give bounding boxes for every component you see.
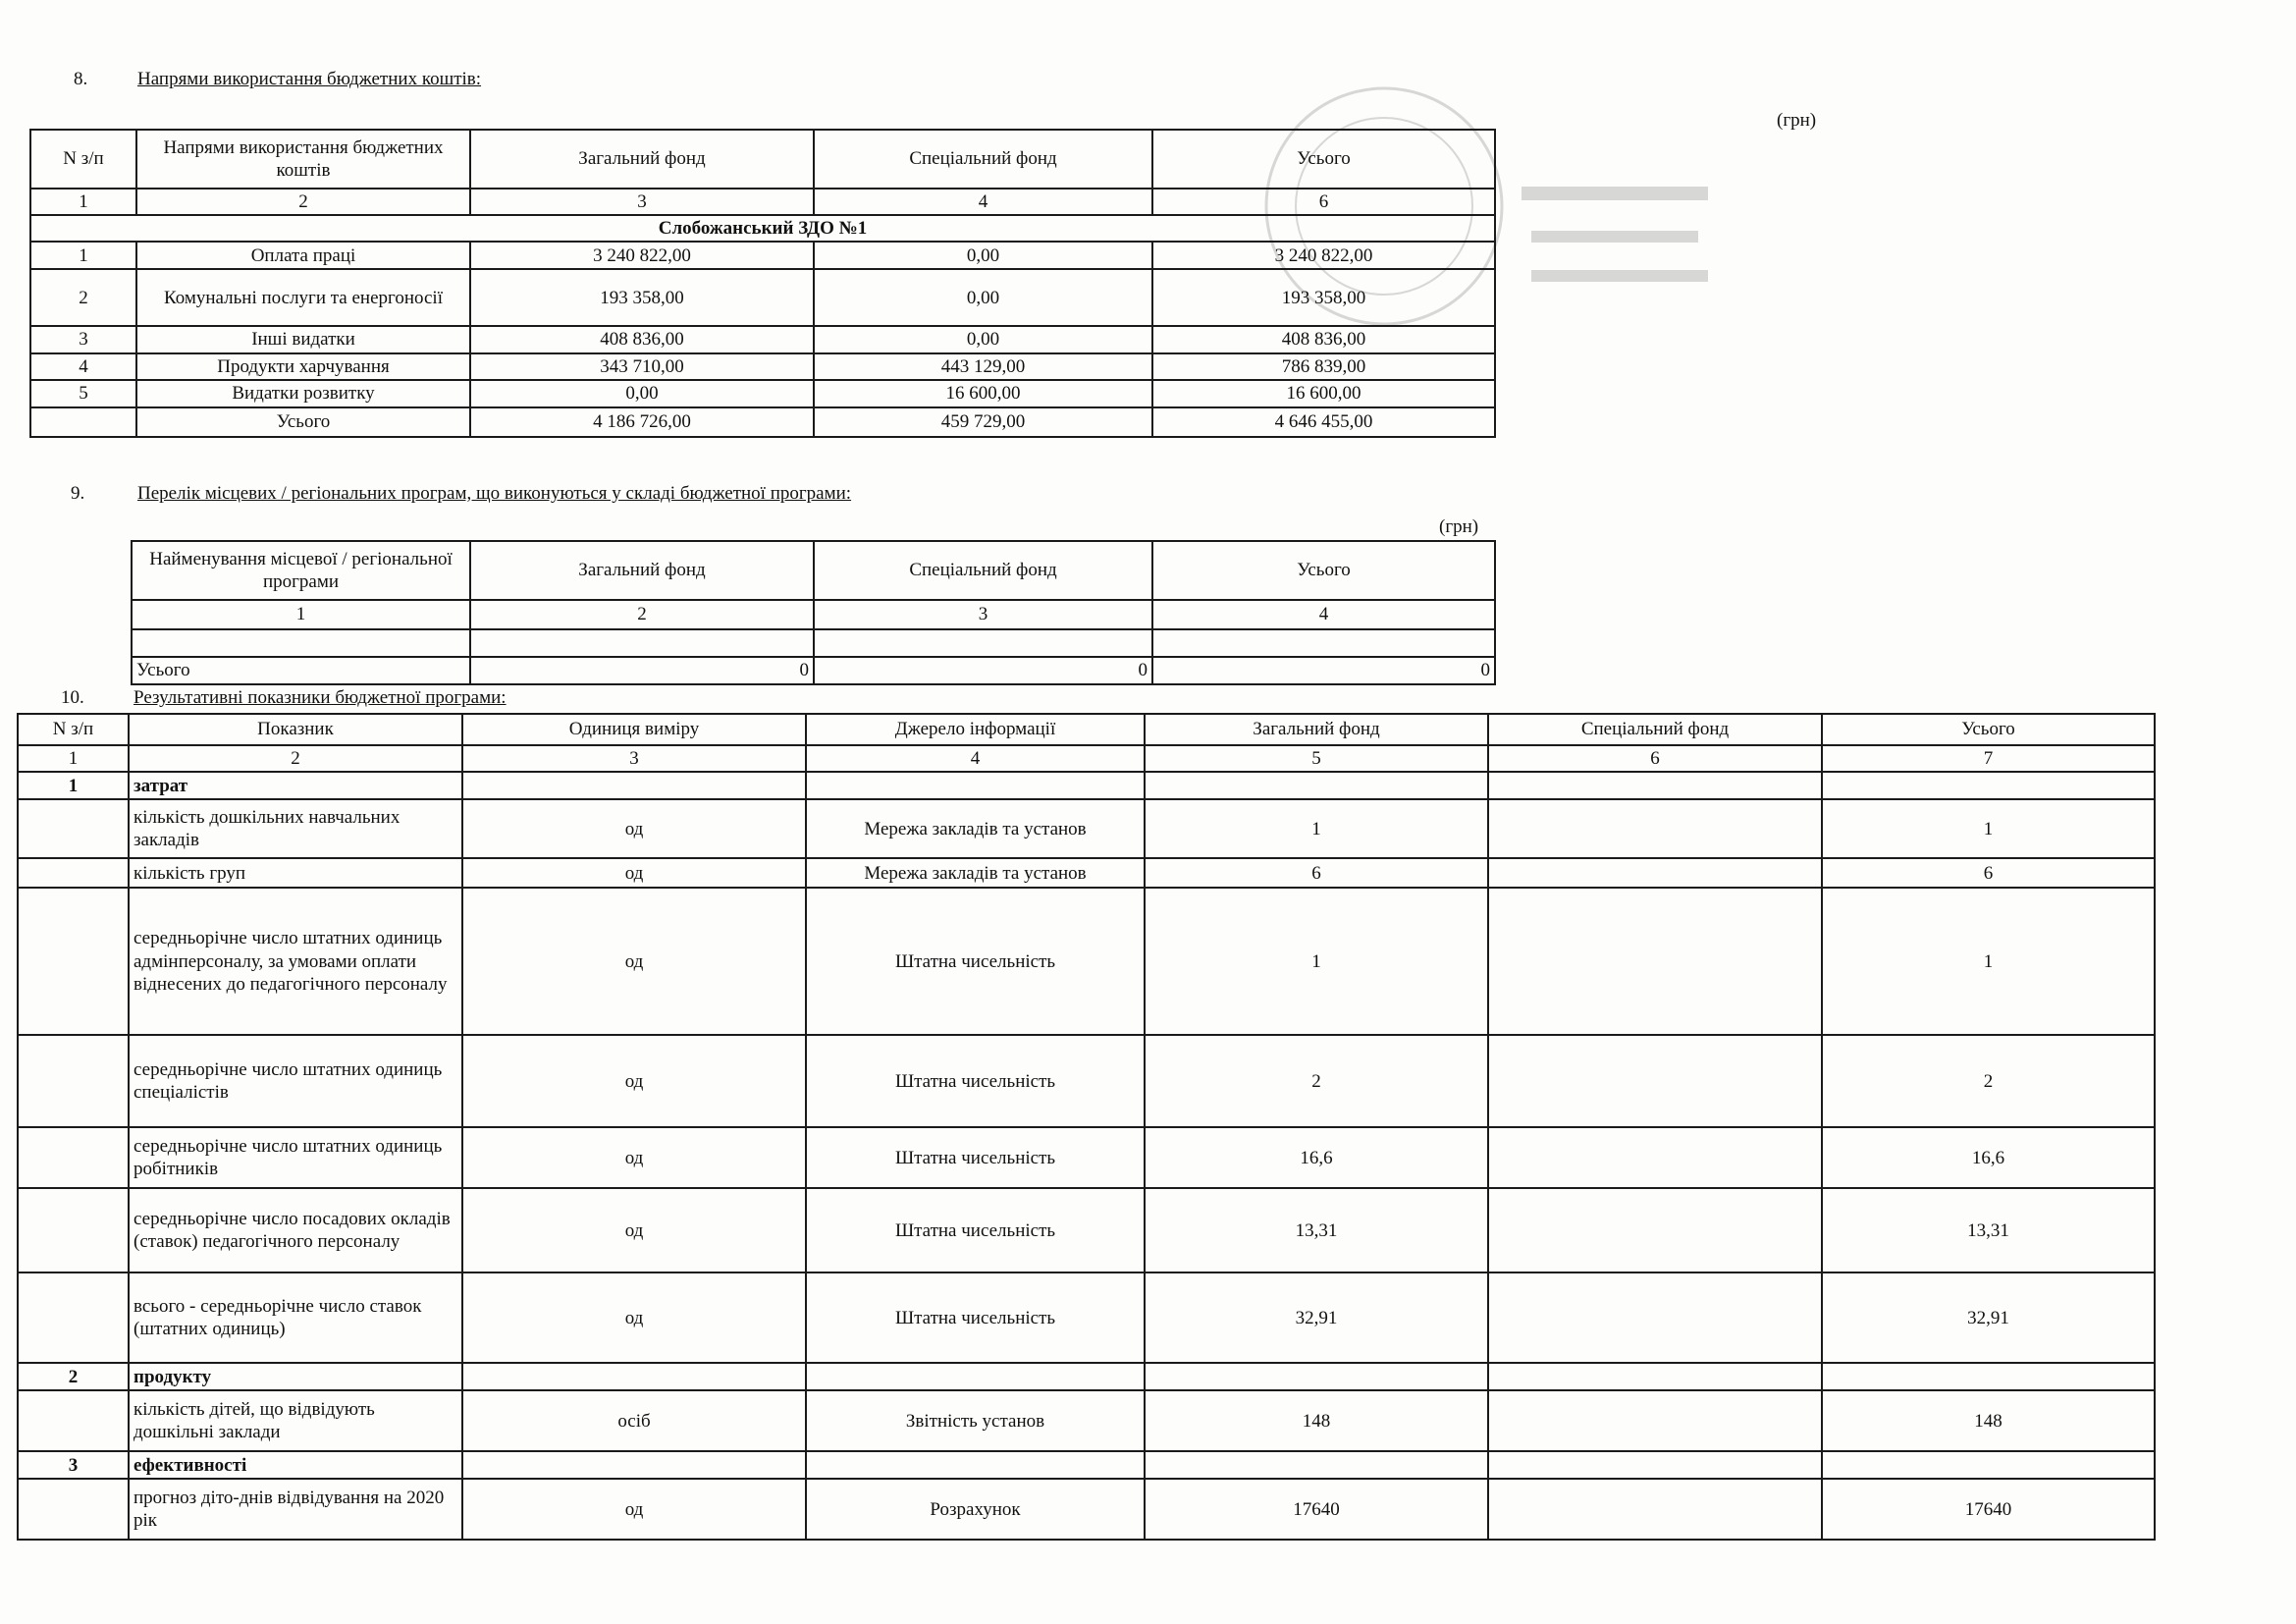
indicator-name: кількість дітей, що відвідують дошкільні заклади [129,1390,462,1451]
table-header-row [18,714,2155,745]
group-number: 1 [18,772,129,799]
total-value: 2 [1822,1035,2155,1127]
row-number: 1 [30,242,136,269]
total-value: 408 836,00 [1152,326,1495,352]
special-fund-value: 16 600,00 [814,380,1152,407]
row-name: Інші видатки [136,326,470,352]
indicator-name: середньорічне число штатних одиниць робітників [129,1127,462,1188]
empty-cell [18,888,129,1035]
empty-cell [18,858,129,888]
col-number: 4 [814,189,1152,215]
table-row [18,1390,2155,1451]
header-cell: Показник [129,714,462,745]
group-title: затрат [129,772,462,799]
header-cell: Одиниця виміру [462,714,806,745]
section-title: Результативні показники бюджетної програми: [133,687,507,708]
header-cell: Усього [1822,714,2155,745]
local-programs-table [131,540,1496,685]
total-value: 193 358,00 [1152,269,1495,326]
col-number: 3 [814,600,1152,629]
special-fund-value: 0,00 [814,242,1152,269]
section-number: 10. [61,687,84,708]
column-number-row [18,745,2155,772]
general-fund-value: 2 [1145,1035,1488,1127]
general-fund-total: 4 186 726,00 [470,407,814,437]
col-number: 5 [1145,745,1488,772]
indicator-name: середньорічне число штатних одиниць спеціалістів [129,1035,462,1127]
header-cell: N з/п [30,130,136,189]
general-fund-value: 32,91 [1145,1272,1488,1363]
row-name: Продукти харчування [136,353,470,380]
general-fund-value: 16,6 [1145,1127,1488,1188]
total-value: 16,6 [1822,1127,2155,1188]
special-fund-total: 459 729,00 [814,407,1152,437]
total-value: 1 [1822,799,2155,858]
unit-value: од [462,1035,806,1127]
budget-directions-table [29,129,1496,438]
empty-cell [462,772,806,799]
col-number: 4 [1152,600,1495,629]
empty-cell [1152,629,1495,657]
general-fund-total: 0 [470,657,814,684]
special-fund-value [1488,1127,1822,1188]
column-number-row [30,189,1495,215]
table-row [18,1035,2155,1127]
special-fund-value: 0,00 [814,269,1152,326]
special-fund-value [1488,799,1822,858]
empty-cell [30,407,136,437]
special-fund-value: 0,00 [814,326,1152,352]
total-value: 3 240 822,00 [1152,242,1495,269]
group-title: ефективності [129,1451,462,1479]
col-number: 6 [1152,189,1495,215]
table-row [30,242,1495,269]
empty-cell [1145,1451,1488,1479]
table-row [18,888,2155,1035]
row-number: 2 [30,269,136,326]
performance-indicators-table [17,713,2156,1541]
section8-heading [74,69,761,92]
empty-cell [462,1451,806,1479]
general-fund-value: 3 240 822,00 [470,242,814,269]
empty-cell [18,1035,129,1127]
section-title: Напрями використання бюджетних коштів: [137,69,482,89]
header-cell: Усього [1152,130,1495,189]
col-number: 3 [462,745,806,772]
section-title: Перелік місцевих / регіональних програм, що виконуються у складі бюджетної програми: [137,483,852,504]
section9-heading [71,483,1150,507]
table-row [18,1479,2155,1540]
indicator-name: середньорічне число штатних одиниць адмінперсоналу, за умовами оплати віднесених до педагогічного персоналу [129,888,462,1035]
general-fund-value: 193 358,00 [470,269,814,326]
table-row [132,629,1495,657]
source-value: Мережа закладів та установ [806,799,1145,858]
group-title: Слобожанський ЗДО №1 [30,215,1495,242]
header-cell: Загальний фонд [470,541,814,600]
row-number: 4 [30,353,136,380]
special-fund-value [1488,1390,1822,1451]
table-row [30,269,1495,326]
group-number: 2 [18,1363,129,1390]
general-fund-value: 1 [1145,888,1488,1035]
empty-cell [132,629,470,657]
source-value: Штатна чисельність [806,888,1145,1035]
grand-total: 0 [1152,657,1495,684]
col-number: 2 [136,189,470,215]
source-value: Штатна чисельність [806,1035,1145,1127]
table-row [18,1272,2155,1363]
table-row [18,1127,2155,1188]
empty-cell [18,1272,129,1363]
empty-cell [18,1188,129,1272]
header-cell: N з/п [18,714,129,745]
group-row [18,772,2155,799]
special-fund-value [1488,1035,1822,1127]
header-cell: Спеціальний фонд [1488,714,1822,745]
grand-total: 4 646 455,00 [1152,407,1495,437]
empty-cell [18,799,129,858]
special-fund-value [1488,1479,1822,1540]
total-value: 13,31 [1822,1188,2155,1272]
column-number-row [132,600,1495,629]
source-value: Штатна чисельність [806,1127,1145,1188]
group-row [18,1451,2155,1479]
table-header-row [132,541,1495,600]
empty-cell [1488,1451,1822,1479]
col-number: 1 [18,745,129,772]
group-title-row [30,215,1495,242]
empty-cell [470,629,814,657]
unit-value: од [462,888,806,1035]
col-number: 2 [470,600,814,629]
header-cell: Напрями використання бюджетних коштів [136,130,470,189]
section-number: 8. [74,69,88,89]
total-value: 6 [1822,858,2155,888]
total-value: 17640 [1822,1479,2155,1540]
total-row [30,407,1495,437]
table-header-row [30,130,1495,189]
total-row [132,657,1495,684]
unit-label: (грн) [1777,110,1817,131]
row-number: 5 [30,380,136,407]
empty-cell [1822,1363,2155,1390]
source-value: Звітність установ [806,1390,1145,1451]
header-cell: Джерело інформації [806,714,1145,745]
col-number: 3 [470,189,814,215]
unit-value: од [462,1127,806,1188]
header-cell: Спеціальний фонд [814,541,1152,600]
general-fund-value: 1 [1145,799,1488,858]
section10-heading [61,687,748,711]
col-number: 1 [30,189,136,215]
total-value: 148 [1822,1390,2155,1451]
table-row [18,858,2155,888]
total-value: 32,91 [1822,1272,2155,1363]
col-number: 7 [1822,745,2155,772]
source-value: Розрахунок [806,1479,1145,1540]
group-number: 3 [18,1451,129,1479]
source-value: Штатна чисельність [806,1272,1145,1363]
table-row [18,1188,2155,1272]
source-value: Мережа закладів та установ [806,858,1145,888]
total-value: 1 [1822,888,2155,1035]
empty-cell [1822,772,2155,799]
empty-cell [806,1363,1145,1390]
group-row [18,1363,2155,1390]
table-row [30,380,1495,407]
general-fund-value: 148 [1145,1390,1488,1451]
col-number: 2 [129,745,462,772]
total-label: Усього [132,657,470,684]
empty-cell [462,1363,806,1390]
empty-cell [1145,1363,1488,1390]
general-fund-value: 0,00 [470,380,814,407]
special-fund-value [1488,1272,1822,1363]
header-cell: Найменування місцевої / регіональної програми [132,541,470,600]
unit-value: од [462,1188,806,1272]
table-row [30,326,1495,352]
group-title: продукту [129,1363,462,1390]
total-value: 786 839,00 [1152,353,1495,380]
general-fund-value: 343 710,00 [470,353,814,380]
row-name: Видатки розвитку [136,380,470,407]
special-fund-total: 0 [814,657,1152,684]
header-cell: Загальний фонд [470,130,814,189]
empty-cell [806,772,1145,799]
table-row [30,353,1495,380]
header-cell: Загальний фонд [1145,714,1488,745]
total-label: Усього [136,407,470,437]
indicator-name: середньорічне число посадових окладів (ставок) педагогічного персоналу [129,1188,462,1272]
general-fund-value: 13,31 [1145,1188,1488,1272]
indicator-name: прогноз діто-днів відвідування на 2020 рік [129,1479,462,1540]
total-value: 16 600,00 [1152,380,1495,407]
empty-cell [806,1451,1145,1479]
indicator-name: кількість дошкільних навчальних закладів [129,799,462,858]
row-number: 3 [30,326,136,352]
indicator-name: всього - середньорічне число ставок (штатних одиниць) [129,1272,462,1363]
col-number: 4 [806,745,1145,772]
unit-value: од [462,1479,806,1540]
empty-cell [18,1127,129,1188]
table-row [18,799,2155,858]
special-fund-value [1488,858,1822,888]
special-fund-value [1488,888,1822,1035]
unit-value: од [462,799,806,858]
special-fund-value [1488,1188,1822,1272]
empty-cell [18,1390,129,1451]
header-cell: Спеціальний фонд [814,130,1152,189]
special-fund-value: 443 129,00 [814,353,1152,380]
empty-cell [18,1479,129,1540]
header-cell: Усього [1152,541,1495,600]
col-number: 6 [1488,745,1822,772]
empty-cell [1488,1363,1822,1390]
empty-cell [1822,1451,2155,1479]
general-fund-value: 6 [1145,858,1488,888]
source-value: Штатна чисельність [806,1188,1145,1272]
unit-value: осіб [462,1390,806,1451]
col-number: 1 [132,600,470,629]
empty-cell [1488,772,1822,799]
row-name: Комунальні послуги та енергоносії [136,269,470,326]
empty-cell [814,629,1152,657]
section-number: 9. [71,483,85,504]
row-name: Оплата праці [136,242,470,269]
unit-value: од [462,1272,806,1363]
empty-cell [1145,772,1488,799]
general-fund-value: 408 836,00 [470,326,814,352]
unit-value: од [462,858,806,888]
indicator-name: кількість груп [129,858,462,888]
general-fund-value: 17640 [1145,1479,1488,1540]
unit-label: (грн) [1439,516,1479,537]
